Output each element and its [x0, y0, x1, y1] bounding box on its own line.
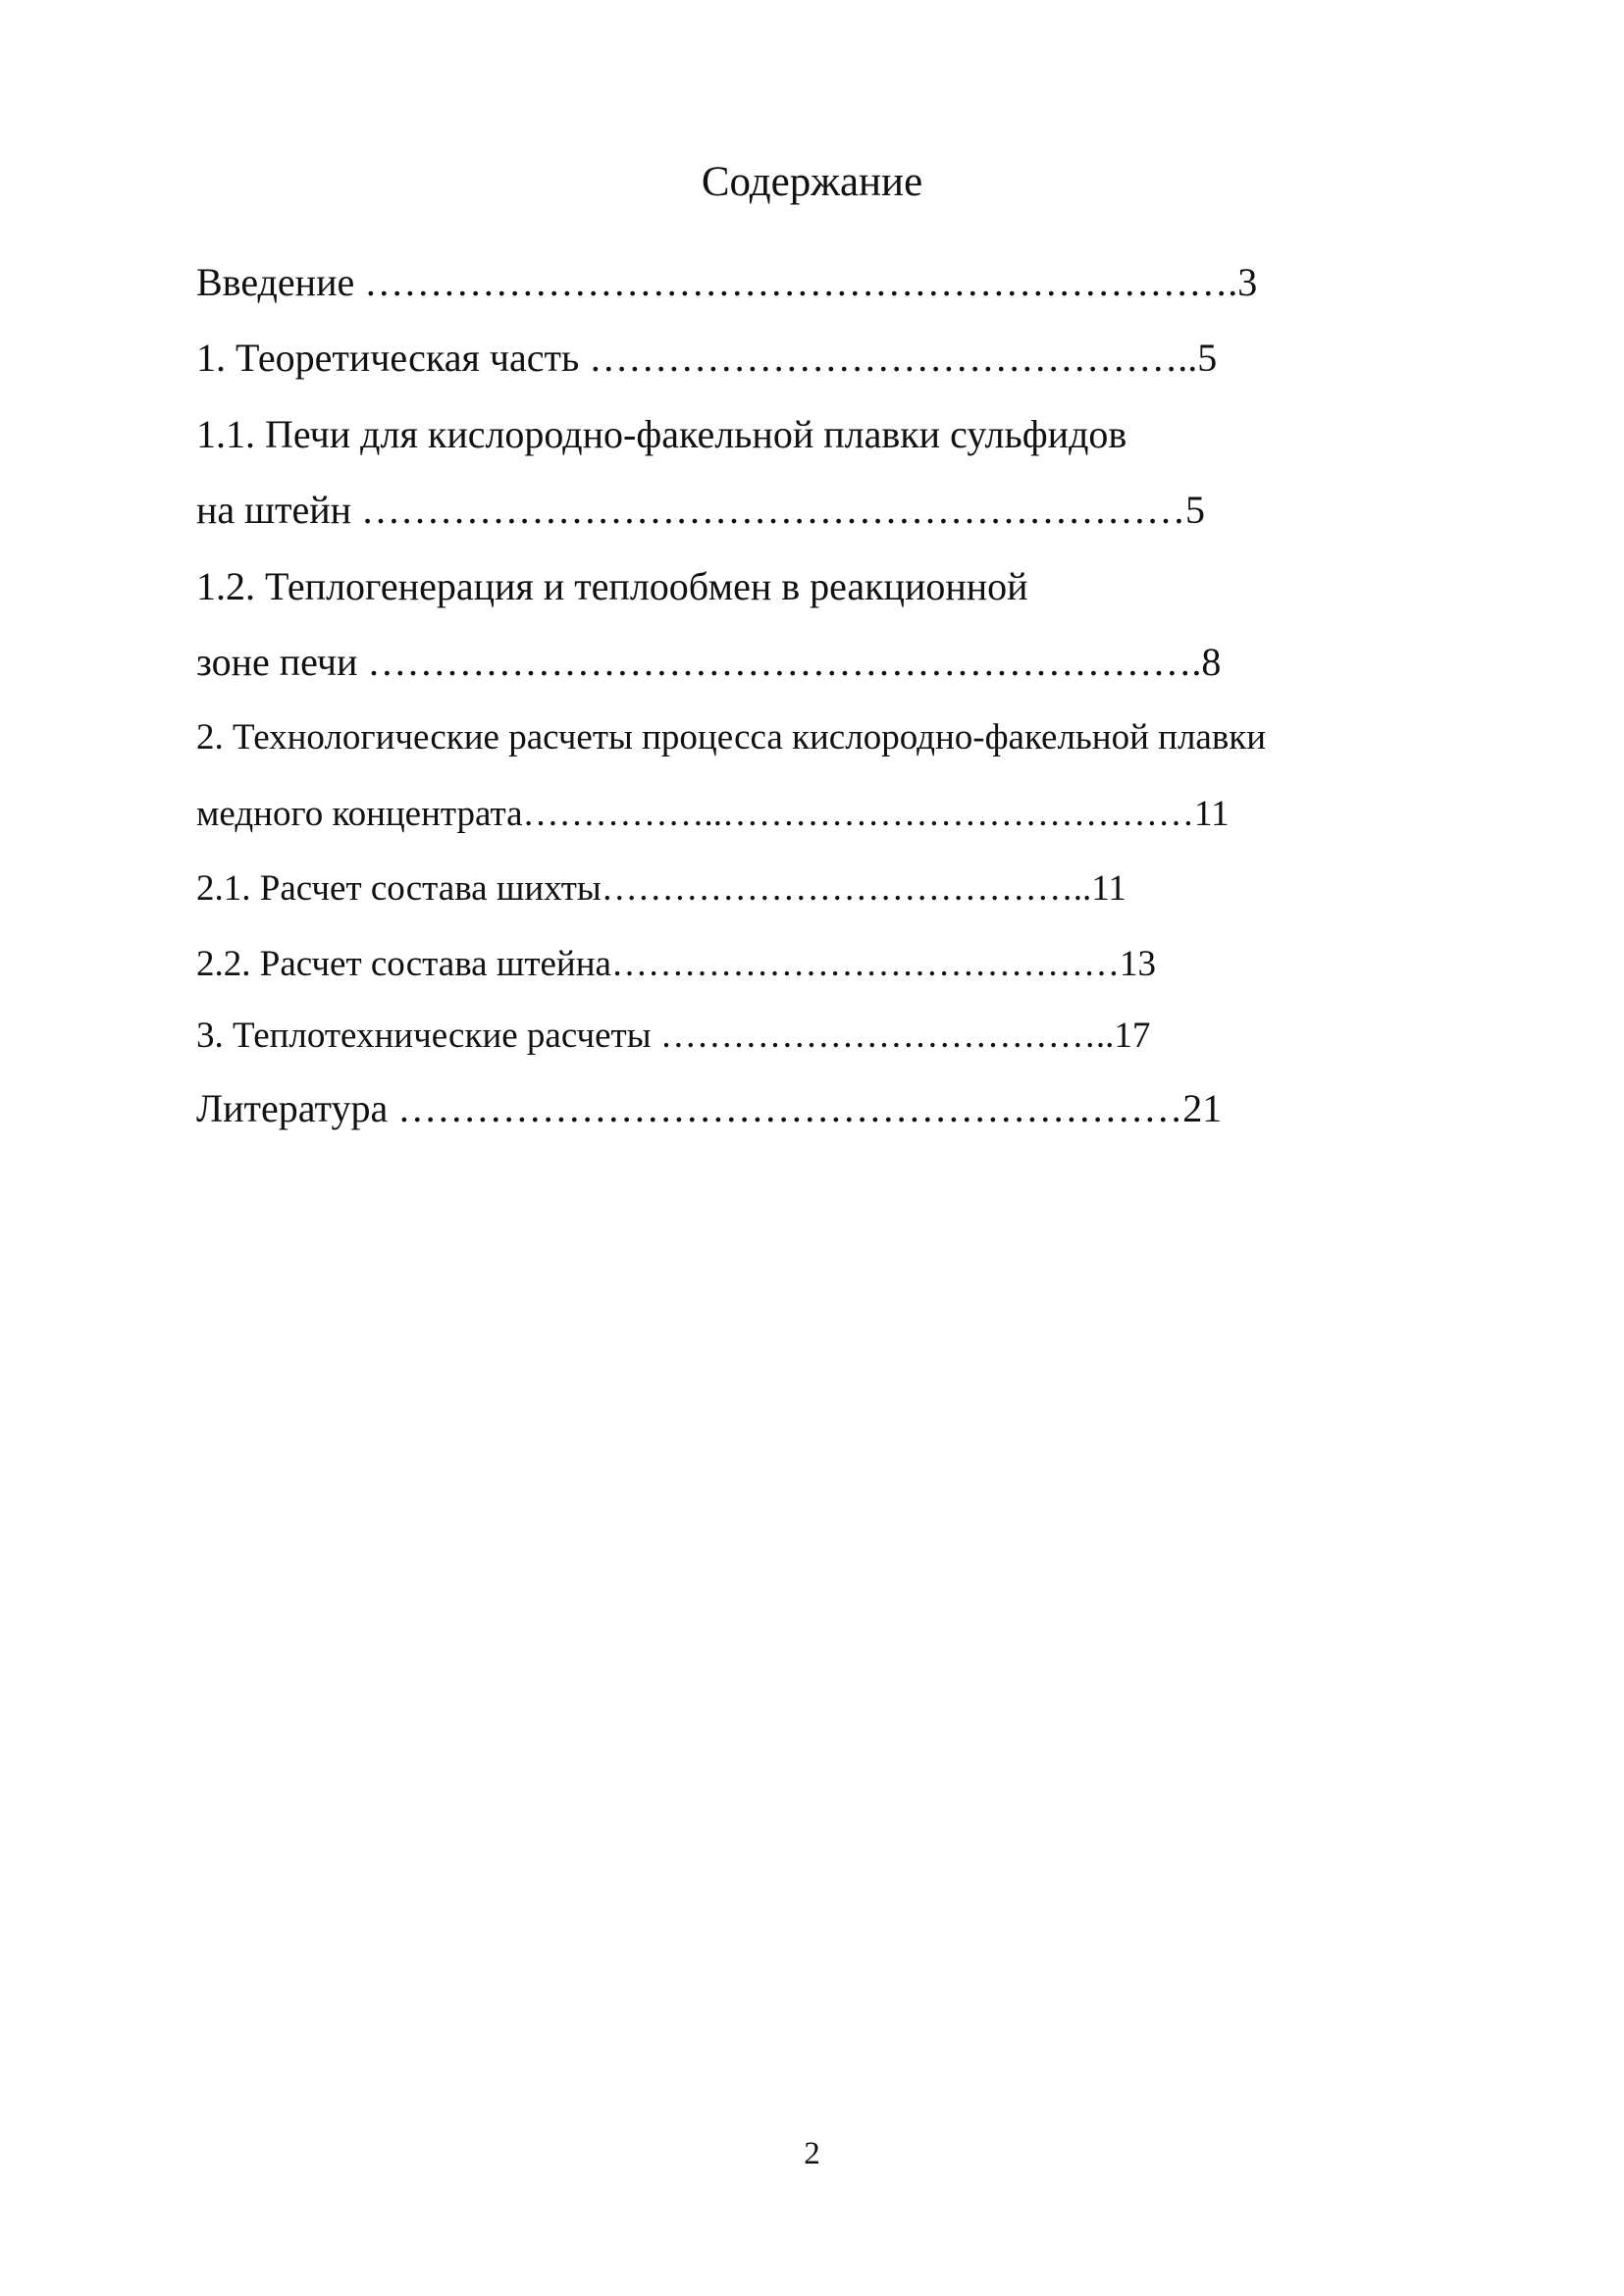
toc-entry-charge-composition: 2.1. Расчет состава шихты…………………………………..11: [196, 868, 1126, 909]
toc-entry-technological-calculations: 2. Технологические расчеты процесса кислородно-факельной плавки: [196, 717, 1267, 757]
toc-entry-heat-engineering: 3. Теплотехнические расчеты ………………………………..17: [196, 1016, 1151, 1056]
toc-entry-heat-generation: 1.2. Теплогенерация и теплообмен в реакционной: [196, 564, 1028, 608]
toc-entry-furnaces: 1.1. Печи для кислородно-факельной плавки сульфидов: [196, 412, 1127, 456]
toc-entry-heat-generation-continued: зоне печи ……………………………………………………….8: [196, 640, 1222, 684]
toc-entry-literature: Литература ……………………………………………………21: [196, 1086, 1223, 1130]
toc-entry-theoretical-part: 1. Теоретическая часть ………………………………………..5: [196, 336, 1218, 380]
toc-entry-introduction: Введение ………………………………………………………….3: [196, 260, 1258, 304]
page-title: Содержание: [701, 159, 923, 205]
toc-entry-furnaces-continued: на штейн ………………………………………………………5: [196, 488, 1206, 532]
toc-entry-technological-calculations-continued: медного концентрата……………..…………………………………11: [196, 794, 1230, 834]
toc-entry-matte-composition: 2.2. Расчет состава штейна……………………………………13: [196, 944, 1156, 984]
page-number: 2: [804, 2136, 820, 2171]
